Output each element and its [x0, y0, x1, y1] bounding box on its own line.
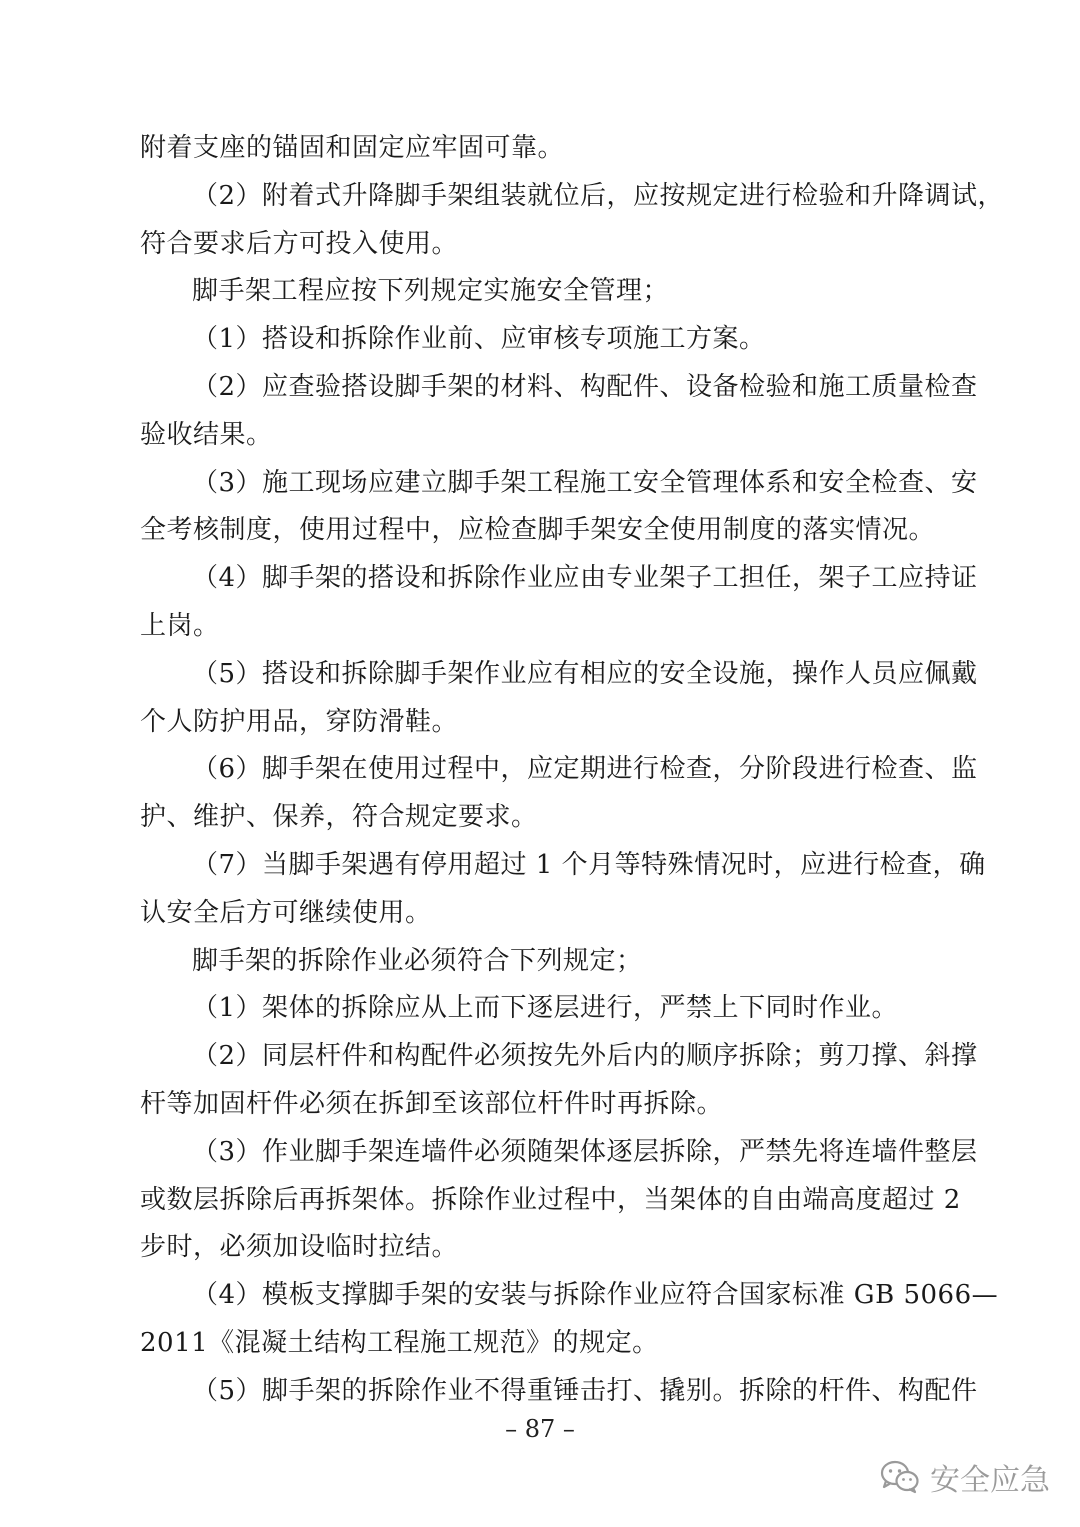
text-line: 个人防护用品，穿防滑鞋。: [140, 706, 459, 737]
text-line: 脚手架的拆除作业必须符合下列规定；: [192, 945, 643, 976]
text-line: 全考核制度，使用过程中，应检查脚手架安全使用制度的落实情况。: [140, 515, 936, 546]
watermark-label: 安全应急: [930, 1463, 1050, 1498]
text-line: （4）模板支撑脚手架的安装与拆除作业应符合国家标准 GB 5066—: [192, 1280, 999, 1311]
wechat-icon: [880, 1460, 920, 1494]
text-line: 符合要求后方可投入使用。: [140, 228, 459, 259]
text-line: （5）搭设和拆除脚手架作业应有相应的安全设施，操作人员应佩戴: [192, 658, 978, 689]
text-line: 杆等加固杆件必须在拆卸至该部位杆件时再拆除。: [140, 1088, 724, 1119]
text-line: （1）架体的拆除应从上而下逐层进行，严禁上下同时作业。: [192, 993, 899, 1024]
text-line: （6）脚手架在使用过程中，应定期进行检查，分阶段进行检查、监: [192, 754, 978, 785]
page-number: – 87 –: [505, 1415, 575, 1443]
text-line: （2）同层杆件和构配件必须按先外后内的顺序拆除；剪刀撑、斜撑: [192, 1041, 978, 1072]
text-line: （3）施工现场应建立脚手架工程施工安全管理体系和安全检查、安: [192, 467, 978, 498]
text-line: 脚手架工程应按下列规定实施安全管理；: [192, 276, 670, 307]
text-line: （1）搭设和拆除作业前、应审核专项施工方案。: [192, 324, 766, 355]
text-line: 步时，必须加设临时拉结。: [140, 1232, 459, 1263]
text-line: 2011《混凝土结构工程施工规范》的规定。: [140, 1327, 659, 1358]
text-line: 或数层拆除后再拆架体。拆除作业过程中，当架体的自由端高度超过 2: [140, 1184, 961, 1215]
text-line: 认安全后方可继续使用。: [140, 897, 432, 928]
text-line: （7）当脚手架遇有停用超过 1 个月等特殊情况时，应进行检查，确: [192, 849, 986, 880]
text-line: 验收结果。: [140, 419, 273, 450]
text-line: （2）附着式升降脚手架组装就位后，应按规定进行检验和升降调试，: [192, 180, 1005, 211]
document-body: [140, 125, 1005, 1416]
text-line: （3）作业脚手架连墙件必须随架体逐层拆除，严禁先将连墙件整层: [192, 1136, 978, 1167]
text-line: 上岗。: [140, 610, 220, 641]
text-line: （4）脚手架的搭设和拆除作业应由专业架子工担任，架子工应持证: [192, 563, 978, 594]
text-line: 附着支座的锚固和固定应牢固可靠。: [140, 133, 565, 163]
text-line: （5）脚手架的拆除作业不得重锤击打、撬别。拆除的杆件、构配件: [192, 1375, 978, 1406]
text-line: 护、维护、保养，符合规定要求。: [140, 802, 538, 833]
text-line: （2）应查验搭设脚手架的材料、构配件、设备检验和施工质量检查: [192, 371, 978, 402]
watermark: [880, 1455, 1050, 1499]
